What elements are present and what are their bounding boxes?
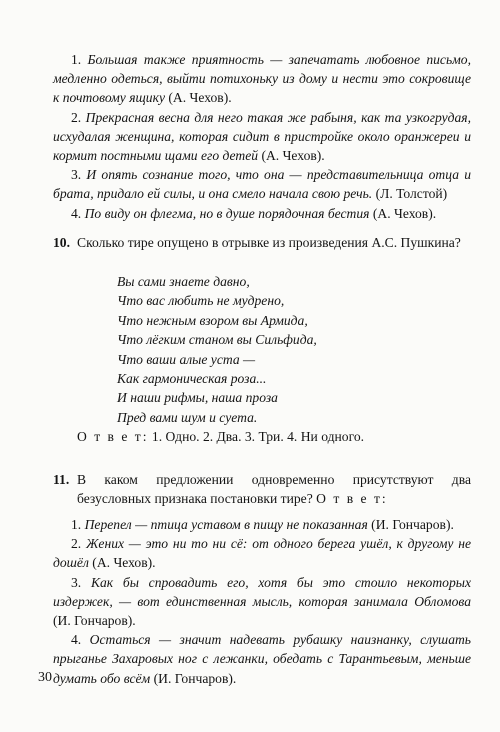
block1-options bbox=[53, 50, 471, 223]
question-10-answers bbox=[77, 427, 364, 446]
block1-option-2 bbox=[53, 108, 471, 166]
poem-line: Что ваши алые уста — bbox=[117, 351, 256, 367]
q11-option-2 bbox=[53, 534, 471, 572]
option-sentence: Перепел — птица уставом в пищу не показанная bbox=[84, 517, 368, 532]
option-number: 4. bbox=[71, 205, 82, 221]
option-sentence: Остаться — значит надевать рубашку наизнанку, слушать прыганье Захаровых ног с лежанки, обедать с Тарантьевым, меньше думать обо всём bbox=[53, 632, 471, 686]
block1-option-4 bbox=[53, 204, 471, 223]
option-sentence: Большая также приятность — запечатать любовное письмо, медленно одеться, выйти потихоньку из дому и нести это сокровище к почтовому ящику bbox=[53, 52, 471, 106]
option-number: 2. bbox=[71, 536, 82, 552]
option-source: (Л. Толстой) bbox=[372, 186, 448, 202]
question-number: 10. bbox=[53, 235, 70, 250]
poem-line: Что нежным взором вы Армида, bbox=[117, 312, 308, 328]
question-text: Сколько тире опущено в отрывке из произведения А.С. Пушкина? bbox=[77, 235, 461, 250]
question-11-options bbox=[53, 515, 471, 688]
answer-label: О т в е т: bbox=[77, 429, 149, 444]
poem-line: И наши рифмы, наша проза bbox=[117, 390, 278, 406]
question-number: 11. bbox=[53, 472, 70, 487]
option-source: (И. Гончаров). bbox=[367, 517, 454, 532]
page-number: 30 bbox=[38, 670, 52, 685]
option-sentence: Жених — это ни то ни сё: от одного берега ушёл, к другому не дошёл bbox=[53, 536, 471, 571]
option-sentence: Как бы спровадить его, хотя бы это стоило некоторых издержек, — вот единственная мысль, которая занимала Обломова bbox=[53, 574, 471, 609]
option-sentence: Прекрасная весна для него такая же рабыня, как та узкогрудая, исхудалая женщина, которая сидит в пристройке около оранжереи и кормит постными щами его детей bbox=[53, 109, 471, 164]
poem-excerpt bbox=[117, 272, 317, 427]
option-sentence: По виду он флегма, но в душе порядочная бестия bbox=[84, 205, 370, 221]
poem-line: Как гармоническая роза... bbox=[117, 371, 267, 387]
question-11 bbox=[53, 470, 471, 508]
option-source: (И. Гончаров). bbox=[53, 613, 136, 629]
option-number: 4. bbox=[71, 632, 82, 648]
option-source: (А. Чехов). bbox=[258, 148, 325, 164]
option-number: 1. bbox=[71, 517, 82, 532]
block1-option-3 bbox=[53, 165, 471, 203]
option-source: (И. Гончаров). bbox=[150, 670, 237, 686]
option-sentence: И опять сознание того, что она — представительница отца и брата, придало ей силы, и она смело начала свою речь. bbox=[53, 167, 471, 202]
option-number: 2. bbox=[71, 109, 82, 125]
poem-line: Что вас любить не мудрено, bbox=[117, 293, 285, 309]
answer-options: 1. Одно. 2. Два. 3. Три. 4. Ни одного. bbox=[148, 429, 365, 444]
poem-line: Что лёгким станом вы Сильфида, bbox=[117, 332, 317, 348]
question-text bbox=[77, 470, 471, 508]
question-10 bbox=[53, 233, 471, 252]
question-body: В каком предложении одновременно присутствуют два безусловных признака постановки тире? bbox=[77, 472, 471, 507]
option-source: (А. Чехов). bbox=[369, 205, 437, 221]
option-source: (А. Чехов). bbox=[88, 555, 156, 571]
block1-option-1 bbox=[53, 50, 471, 108]
q11-option-3 bbox=[53, 573, 471, 631]
poem-line: Пред вами шум и суета. bbox=[117, 409, 258, 425]
answer-label: О т в е т: bbox=[316, 491, 388, 507]
option-number: 3. bbox=[71, 574, 82, 590]
option-number: 3. bbox=[71, 167, 82, 183]
q11-option-4 bbox=[53, 630, 471, 688]
q11-option-1 bbox=[53, 515, 471, 534]
option-number: 1. bbox=[71, 52, 82, 67]
poem-line: Вы сами знаете давно, bbox=[117, 274, 250, 289]
option-source: (А. Чехов). bbox=[164, 90, 232, 106]
